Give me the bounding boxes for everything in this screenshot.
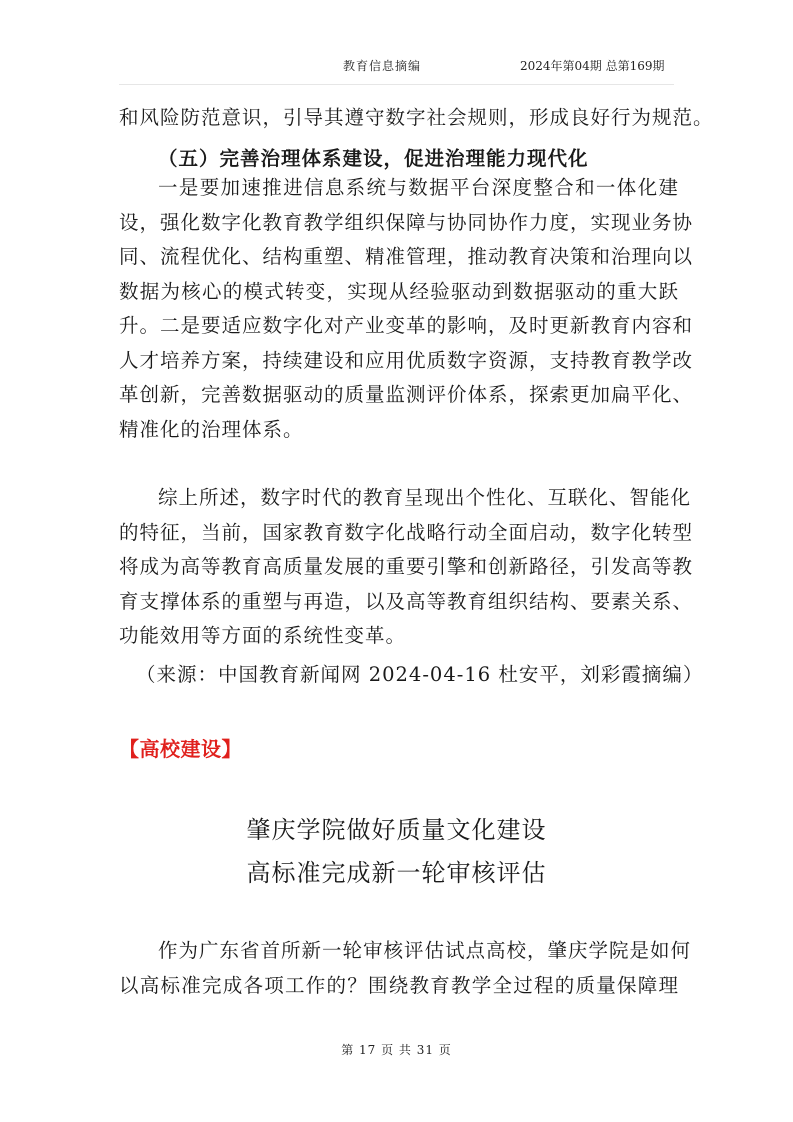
paragraph-line: 育支撑体系的重塑与再造，以及高等教育组织结构、要素关系、 (119, 589, 694, 613)
section-tag: 【高校建设】 (119, 737, 242, 761)
header-divider (119, 84, 674, 85)
paragraph-line: 精准化的治理体系。 (119, 417, 304, 441)
article-intro-paragraph (119, 934, 692, 1003)
paragraph-line: 的特征，当前，国家教育数字化战略行动全面启动，数字化转型 (119, 520, 694, 544)
paragraph-line: 作为广东省首所新一轮审核评估试点高校，肇庆学院是如何 (158, 939, 692, 962)
paragraph-line: 功能效用等方面的系统性变革。 (119, 624, 407, 647)
source-citation: （来源：中国教育新闻网 2024-04-16 杜安平，刘彩霞摘编） (136, 663, 704, 686)
paragraph-line: 和风险防范意识，引导其遵守数字社会规则，形成良好行为规范。 (119, 106, 714, 129)
paragraph-line: 升。二是要适应数字化对产业变革的影响，及时更新教育内容和 (119, 314, 694, 337)
paragraph-line: 人才培养方案，持续建设和应用优质数字资源，支持教育教学改 (119, 348, 694, 372)
paragraph-line: 设，强化数字化教育教学组织保障与协同协作力度，实现业务协 (119, 210, 694, 234)
paragraph-line: 将成为高等教育高质量发展的重要引擎和创新路径，引发高等教 (119, 555, 694, 578)
paragraph-line: 数据为核心的模式转变，实现从经验驱动到数据驱动的重大跃 (119, 279, 679, 303)
section-subheading: （五）完善治理体系建设，促进治理能力现代化 (158, 147, 589, 170)
paragraph-governance (119, 171, 694, 447)
issue-number: 2024年第04期 总第169期 (520, 59, 665, 73)
publication-name: 教育信息摘编 (343, 59, 422, 73)
article-title-line1: 肇庆学院做好质量文化建设 (246, 816, 547, 844)
continuation-paragraph (119, 101, 714, 136)
paragraph-line: 综上所述，数字时代的教育呈现出个性化、互联化、智能化 (158, 486, 692, 509)
paragraph-line: 一是要加速推进信息系统与数据平台深度整合和一体化建 (158, 176, 679, 199)
paragraph-line: 革创新，完善数据驱动的质量监测评价体系，探索更加扁平化、 (119, 383, 694, 406)
page-number: 第 17 页 共 31 页 (341, 1043, 452, 1057)
paragraph-line: 同、流程优化、结构重塑、精准管理，推动教育决策和治理向以 (119, 245, 694, 268)
page-header (0, 57, 793, 77)
paragraph-summary (119, 481, 694, 654)
article-title-line2: 高标准完成新一轮审核评估 (246, 859, 547, 887)
paragraph-line: 以高标准完成各项工作的？围绕教育教学全过程的质量保障理 (119, 973, 679, 997)
